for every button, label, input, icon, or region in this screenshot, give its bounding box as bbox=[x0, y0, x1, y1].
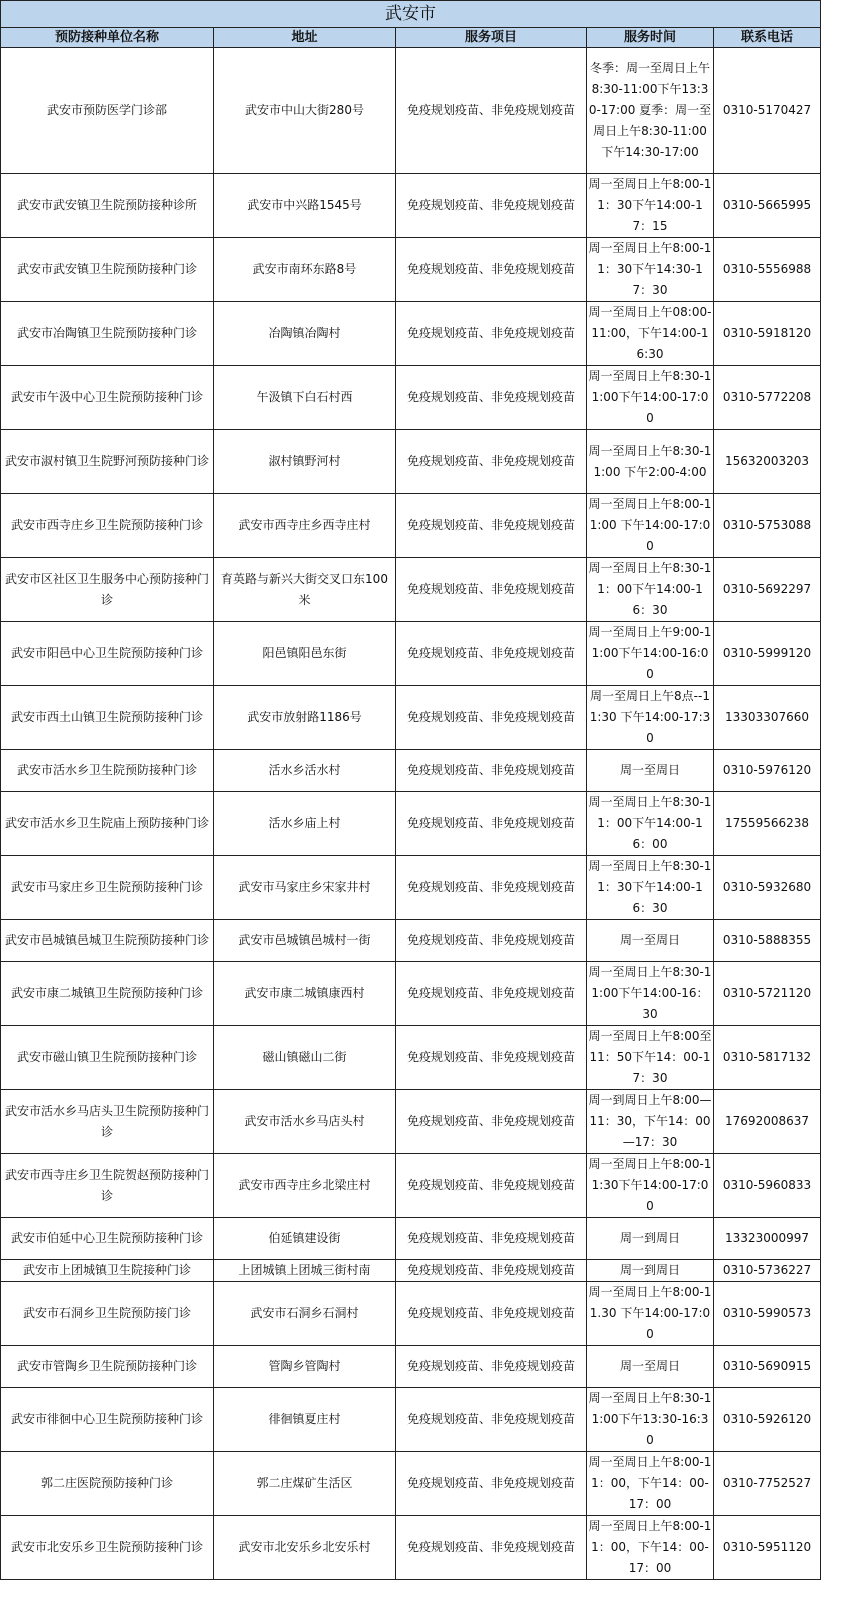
phone-cell: 0310-5918120 bbox=[714, 302, 821, 366]
table-row bbox=[1, 1282, 821, 1346]
phone-cell: 0310-5960833 bbox=[714, 1154, 821, 1218]
table-row bbox=[1, 856, 821, 920]
unit-name-cell: 武安市康二城镇卫生院预防接种门诊 bbox=[1, 962, 214, 1026]
table-row bbox=[1, 366, 821, 430]
address-cell: 武安市北安乐乡北安乐村 bbox=[214, 1516, 396, 1580]
phone-cell: 0310-5753088 bbox=[714, 494, 821, 558]
service-cell: 免疫规划疫苗、非免疫规划疫苗 bbox=[396, 1516, 587, 1580]
sheet-title: 武安市 bbox=[1, 1, 821, 28]
service-cell: 免疫规划疫苗、非免疫规划疫苗 bbox=[396, 238, 587, 302]
unit-name-cell: 武安市预防医学门诊部 bbox=[1, 48, 214, 174]
table-row bbox=[1, 1516, 821, 1580]
header-time: 服务时间 bbox=[587, 28, 714, 48]
service-cell: 免疫规划疫苗、非免疫规划疫苗 bbox=[396, 1388, 587, 1452]
phone-cell: 0310-5932680 bbox=[714, 856, 821, 920]
unit-name-cell: 武安市午汲中心卫生院预防接种门诊 bbox=[1, 366, 214, 430]
table-row bbox=[1, 494, 821, 558]
address-cell: 活水乡活水村 bbox=[214, 750, 396, 792]
unit-name-cell: 武安市阳邑中心卫生院预防接种门诊 bbox=[1, 622, 214, 686]
service-cell: 免疫规划疫苗、非免疫规划疫苗 bbox=[396, 1282, 587, 1346]
address-cell: 武安市中兴路1545号 bbox=[214, 174, 396, 238]
table-row bbox=[1, 48, 821, 174]
address-cell: 管陶乡管陶村 bbox=[214, 1346, 396, 1388]
service-cell: 免疫规划疫苗、非免疫规划疫苗 bbox=[396, 856, 587, 920]
address-cell: 武安市邑城镇邑城村一街 bbox=[214, 920, 396, 962]
table-row bbox=[1, 1090, 821, 1154]
service-time-cell: 周一至周日上午8:30-11：00下午14:00-16：00 bbox=[587, 792, 714, 856]
service-time-cell: 周一至周日上午9:00-11:00下午14:00-16:00 bbox=[587, 622, 714, 686]
service-time-cell: 周一至周日 bbox=[587, 920, 714, 962]
address-cell: 武安市活水乡马店头村 bbox=[214, 1090, 396, 1154]
table-row bbox=[1, 792, 821, 856]
service-cell: 免疫规划疫苗、非免疫规划疫苗 bbox=[396, 48, 587, 174]
service-time-cell: 周一到周日 bbox=[587, 1218, 714, 1260]
unit-name-cell: 武安市邑城镇邑城卫生院预防接种门诊 bbox=[1, 920, 214, 962]
address-cell: 武安市康二城镇康西村 bbox=[214, 962, 396, 1026]
address-cell: 育英路与新兴大街交叉口东100米 bbox=[214, 558, 396, 622]
service-time-cell: 周一至周日上午8:30-11:00下午14:00-17:00 bbox=[587, 366, 714, 430]
service-time-cell: 周一至周日 bbox=[587, 750, 714, 792]
phone-cell: 0310-5665995 bbox=[714, 174, 821, 238]
service-time-cell: 冬季：周一至周日上午8:30-11:00下午13:30-17:00 夏季：周一至周日上午8:30-11:00下午14:30-17:00 bbox=[587, 48, 714, 174]
address-cell: 冶陶镇冶陶村 bbox=[214, 302, 396, 366]
unit-name-cell: 郭二庄医院预防接种门诊 bbox=[1, 1452, 214, 1516]
service-time-cell: 周一至周日上午8:30-11:00下午14:00-16：30 bbox=[587, 962, 714, 1026]
service-time-cell: 周一至周日上午8:30-11:00下午13:30-16:30 bbox=[587, 1388, 714, 1452]
phone-cell: 13303307660 bbox=[714, 686, 821, 750]
service-cell: 免疫规划疫苗、非免疫规划疫苗 bbox=[396, 750, 587, 792]
service-cell: 免疫规划疫苗、非免疫规划疫苗 bbox=[396, 1260, 587, 1282]
unit-name-cell: 武安市徘徊中心卫生院预防接种门诊 bbox=[1, 1388, 214, 1452]
service-cell: 免疫规划疫苗、非免疫规划疫苗 bbox=[396, 174, 587, 238]
phone-cell: 17692008637 bbox=[714, 1090, 821, 1154]
table-row bbox=[1, 302, 821, 366]
address-cell: 活水乡庙上村 bbox=[214, 792, 396, 856]
service-cell: 免疫规划疫苗、非免疫规划疫苗 bbox=[396, 622, 587, 686]
address-cell: 武安市西寺庄乡西寺庄村 bbox=[214, 494, 396, 558]
unit-name-cell: 武安市活水乡卫生院庙上预防接种门诊 bbox=[1, 792, 214, 856]
address-cell: 武安市马家庄乡宋家井村 bbox=[214, 856, 396, 920]
address-cell: 午汲镇下白石村西 bbox=[214, 366, 396, 430]
phone-cell: 0310-5692297 bbox=[714, 558, 821, 622]
phone-cell: 0310-5951120 bbox=[714, 1516, 821, 1580]
unit-name-cell: 武安市西土山镇卫生院预防接种门诊 bbox=[1, 686, 214, 750]
table-row bbox=[1, 174, 821, 238]
phone-cell: 17559566238 bbox=[714, 792, 821, 856]
address-cell: 郭二庄煤矿生活区 bbox=[214, 1452, 396, 1516]
service-cell: 免疫规划疫苗、非免疫规划疫苗 bbox=[396, 430, 587, 494]
service-time-cell: 周一至周日上午8:00-11:30下午14:00-17:00 bbox=[587, 1154, 714, 1218]
service-cell: 免疫规划疫苗、非免疫规划疫苗 bbox=[396, 558, 587, 622]
phone-cell: 0310-5976120 bbox=[714, 750, 821, 792]
service-cell: 免疫规划疫苗、非免疫规划疫苗 bbox=[396, 1452, 587, 1516]
service-time-cell: 周一到周日上午8:00—11：30，下午14：00—17：30 bbox=[587, 1090, 714, 1154]
service-cell: 免疫规划疫苗、非免疫规划疫苗 bbox=[396, 1218, 587, 1260]
unit-name-cell: 武安市冶陶镇卫生院预防接种门诊 bbox=[1, 302, 214, 366]
unit-name-cell: 武安市西寺庄乡卫生院贺赵预防接种门诊 bbox=[1, 1154, 214, 1218]
phone-cell: 15632003203 bbox=[714, 430, 821, 494]
phone-cell: 0310-5690915 bbox=[714, 1346, 821, 1388]
unit-name-cell: 武安市活水乡卫生院预防接种门诊 bbox=[1, 750, 214, 792]
table-row bbox=[1, 622, 821, 686]
table-row bbox=[1, 1346, 821, 1388]
service-time-cell: 周一至周日上午8:00-11：00，下午14：00-17：00 bbox=[587, 1516, 714, 1580]
service-cell: 免疫规划疫苗、非免疫规划疫苗 bbox=[396, 302, 587, 366]
table-row bbox=[1, 1388, 821, 1452]
header-phone: 联系电话 bbox=[714, 28, 821, 48]
service-time-cell: 周一到周日 bbox=[587, 1260, 714, 1282]
phone-cell: 0310-5721120 bbox=[714, 962, 821, 1026]
service-time-cell: 周一至周日上午8:30-11：00下午14:00-16：30 bbox=[587, 558, 714, 622]
address-cell: 磁山镇磁山二街 bbox=[214, 1026, 396, 1090]
service-time-cell: 周一至周日上午8:00-11:00 下午14:00-17:00 bbox=[587, 494, 714, 558]
table-body bbox=[1, 48, 821, 1580]
unit-name-cell: 武安市北安乐乡卫生院预防接种门诊 bbox=[1, 1516, 214, 1580]
service-time-cell: 周一至周日上午08:00-11:00，下午14:00-16:30 bbox=[587, 302, 714, 366]
address-cell: 武安市石洞乡石洞村 bbox=[214, 1282, 396, 1346]
service-time-cell: 周一至周日上午8:00至11：50下午14：00-17：30 bbox=[587, 1026, 714, 1090]
service-cell: 免疫规划疫苗、非免疫规划疫苗 bbox=[396, 494, 587, 558]
phone-cell: 0310-5817132 bbox=[714, 1026, 821, 1090]
table-row bbox=[1, 750, 821, 792]
service-cell: 免疫规划疫苗、非免疫规划疫苗 bbox=[396, 962, 587, 1026]
header-service: 服务项目 bbox=[396, 28, 587, 48]
address-cell: 淑村镇野河村 bbox=[214, 430, 396, 494]
service-cell: 免疫规划疫苗、非免疫规划疫苗 bbox=[396, 1346, 587, 1388]
table-row bbox=[1, 920, 821, 962]
table-row bbox=[1, 558, 821, 622]
table-row bbox=[1, 238, 821, 302]
phone-cell: 0310-5926120 bbox=[714, 1388, 821, 1452]
unit-name-cell: 武安市淑村镇卫生院野河预防接种门诊 bbox=[1, 430, 214, 494]
unit-name-cell: 武安市西寺庄乡卫生院预防接种门诊 bbox=[1, 494, 214, 558]
unit-name-cell: 武安市伯延中心卫生院预防接种门诊 bbox=[1, 1218, 214, 1260]
service-cell: 免疫规划疫苗、非免疫规划疫苗 bbox=[396, 1154, 587, 1218]
service-cell: 免疫规划疫苗、非免疫规划疫苗 bbox=[396, 792, 587, 856]
address-cell: 上团城镇上团城三街村南 bbox=[214, 1260, 396, 1282]
service-time-cell: 周一至周日上午8:00-11：30下午14:30-17：30 bbox=[587, 238, 714, 302]
phone-cell: 0310-7752527 bbox=[714, 1452, 821, 1516]
service-cell: 免疫规划疫苗、非免疫规划疫苗 bbox=[396, 686, 587, 750]
phone-cell: 0310-5170427 bbox=[714, 48, 821, 174]
header-name: 预防接种单位名称 bbox=[1, 28, 214, 48]
table-row bbox=[1, 962, 821, 1026]
address-cell: 武安市南环东路8号 bbox=[214, 238, 396, 302]
unit-name-cell: 武安市区社区卫生服务中心预防接种门诊 bbox=[1, 558, 214, 622]
address-cell: 伯延镇建设街 bbox=[214, 1218, 396, 1260]
address-cell: 武安市放射路1186号 bbox=[214, 686, 396, 750]
service-cell: 免疫规划疫苗、非免疫规划疫苗 bbox=[396, 366, 587, 430]
unit-name-cell: 武安市武安镇卫生院预防接种门诊 bbox=[1, 238, 214, 302]
service-time-cell: 周一至周日上午8:30-11:00 下午2:00-4:00 bbox=[587, 430, 714, 494]
table-row bbox=[1, 1218, 821, 1260]
address-cell: 武安市中山大街280号 bbox=[214, 48, 396, 174]
unit-name-cell: 武安市石洞乡卫生院预防接门诊 bbox=[1, 1282, 214, 1346]
table-row bbox=[1, 430, 821, 494]
service-cell: 免疫规划疫苗、非免疫规划疫苗 bbox=[396, 1090, 587, 1154]
address-cell: 徘徊镇夏庄村 bbox=[214, 1388, 396, 1452]
unit-name-cell: 武安市磁山镇卫生院预防接种门诊 bbox=[1, 1026, 214, 1090]
service-cell: 免疫规划疫苗、非免疫规划疫苗 bbox=[396, 920, 587, 962]
address-cell: 武安市西寺庄乡北梁庄村 bbox=[214, 1154, 396, 1218]
unit-name-cell: 武安市武安镇卫生院预防接种诊所 bbox=[1, 174, 214, 238]
header-address: 地址 bbox=[214, 28, 396, 48]
unit-name-cell: 武安市马家庄乡卫生院预防接种门诊 bbox=[1, 856, 214, 920]
table-row bbox=[1, 1452, 821, 1516]
phone-cell: 0310-5999120 bbox=[714, 622, 821, 686]
table-row bbox=[1, 1260, 821, 1282]
unit-name-cell: 武安市上团城镇卫生院接种门诊 bbox=[1, 1260, 214, 1282]
service-time-cell: 周一至周日上午8:00-11.30 下午14:00-17:00 bbox=[587, 1282, 714, 1346]
table-row bbox=[1, 1154, 821, 1218]
service-cell: 免疫规划疫苗、非免疫规划疫苗 bbox=[396, 1026, 587, 1090]
phone-cell: 13323000997 bbox=[714, 1218, 821, 1260]
phone-cell: 0310-5556988 bbox=[714, 238, 821, 302]
address-cell: 阳邑镇阳邑东街 bbox=[214, 622, 396, 686]
unit-name-cell: 武安市管陶乡卫生院预防接种门诊 bbox=[1, 1346, 214, 1388]
service-time-cell: 周一至周日上午8点--11:30 下午14:00-17:30 bbox=[587, 686, 714, 750]
unit-name-cell: 武安市活水乡马店头卫生院预防接种门诊 bbox=[1, 1090, 214, 1154]
service-time-cell: 周一至周日上午8:00-11：00，下午14：00-17：00 bbox=[587, 1452, 714, 1516]
service-time-cell: 周一至周日上午8:30-11：30下午14:00-16：30 bbox=[587, 856, 714, 920]
phone-cell: 0310-5888355 bbox=[714, 920, 821, 962]
table-row bbox=[1, 686, 821, 750]
service-time-cell: 周一至周日 bbox=[587, 1346, 714, 1388]
service-time-cell: 周一至周日上午8:00-11：30下午14:00-17：15 bbox=[587, 174, 714, 238]
table-row bbox=[1, 1026, 821, 1090]
phone-cell: 0310-5772208 bbox=[714, 366, 821, 430]
phone-cell: 0310-5736227 bbox=[714, 1260, 821, 1282]
phone-cell: 0310-5990573 bbox=[714, 1282, 821, 1346]
